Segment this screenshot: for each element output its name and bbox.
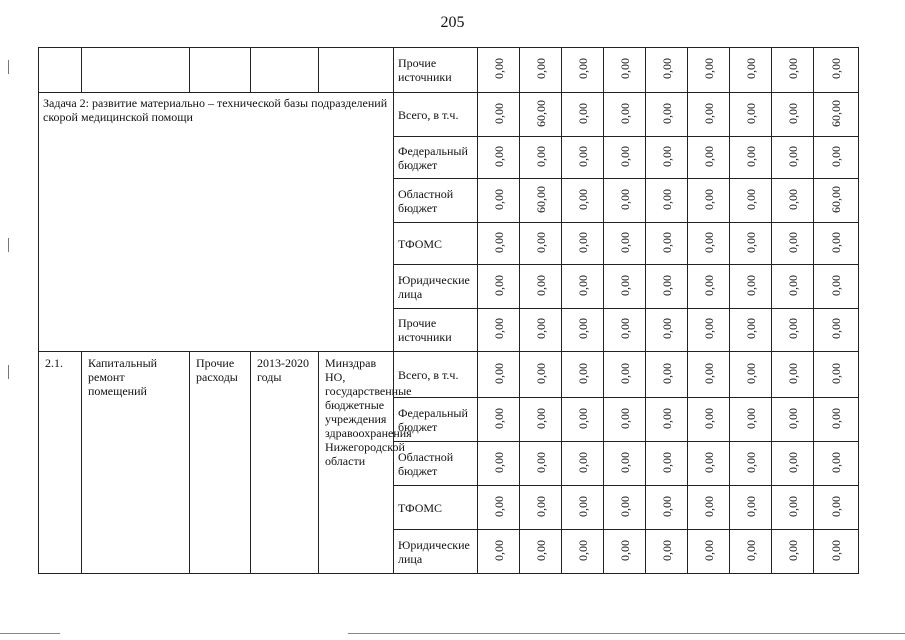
value-cell	[688, 309, 730, 352]
footer-line	[348, 633, 905, 634]
value-cell	[646, 530, 688, 574]
value-cell	[772, 530, 814, 574]
value-cell	[730, 48, 772, 93]
value-text: 0,00	[701, 231, 716, 253]
value-cell	[772, 309, 814, 352]
value-text: 0,00	[743, 451, 758, 473]
value-cell	[604, 265, 646, 309]
value-cell	[604, 137, 646, 179]
source-label: Областной бюджет	[394, 179, 478, 223]
value-text: 0,00	[491, 188, 506, 210]
value-cell	[772, 352, 814, 398]
value-cell	[562, 265, 604, 309]
value-cell	[562, 530, 604, 574]
value-text: 0,00	[617, 58, 632, 79]
value-text: 0,00	[617, 362, 632, 384]
value-cell	[814, 309, 859, 352]
value-cell	[730, 93, 772, 137]
value-cell	[478, 398, 520, 442]
value-cell	[772, 93, 814, 137]
value-cell	[562, 398, 604, 442]
value-text: 0,00	[491, 407, 506, 429]
value-text: 0,00	[575, 145, 590, 167]
value-cell	[730, 530, 772, 574]
value-text: 0,00	[491, 102, 506, 124]
value-text: 0,00	[829, 451, 843, 473]
task-title: Задача 2: развитие материально – технической базы подразделений скорой медицинской помощи	[43, 96, 388, 124]
value-cell	[562, 352, 604, 398]
value-cell	[604, 398, 646, 442]
value-cell	[562, 48, 604, 93]
value-cell	[646, 486, 688, 530]
value-text: 0,00	[743, 318, 758, 339]
value-cell	[688, 223, 730, 265]
value-text: 0,00	[617, 231, 632, 253]
value-cell	[688, 398, 730, 442]
value-cell	[562, 179, 604, 223]
value-text: 0,00	[785, 539, 800, 561]
value-text: 0,00	[617, 318, 632, 339]
value-text: 0,00	[701, 407, 716, 429]
value-text: 0,00	[829, 318, 843, 339]
value-text: 0,00	[829, 495, 843, 517]
source-label: ТФОМС	[394, 223, 478, 265]
value-cell	[478, 137, 520, 179]
value-text: 0,00	[829, 58, 843, 79]
value-cell	[814, 265, 859, 309]
value-text: 0,00	[575, 58, 590, 79]
value-text: 0,00	[659, 362, 674, 384]
value-text: 0,00	[743, 188, 758, 210]
value-cell	[562, 486, 604, 530]
empty-cell	[82, 48, 190, 93]
value-text: 0,00	[701, 495, 716, 517]
table-row	[39, 352, 859, 398]
value-cell	[562, 309, 604, 352]
value-text: 0,00	[659, 231, 674, 253]
value-cell	[604, 309, 646, 352]
value-cell	[814, 179, 859, 223]
value-text: 0,00	[785, 274, 800, 296]
value-cell	[604, 486, 646, 530]
source-label: Областной бюджет	[394, 442, 478, 486]
value-cell	[520, 223, 562, 265]
value-cell	[772, 486, 814, 530]
value-text: 0,00	[829, 539, 843, 561]
source-label: Прочие источники	[394, 309, 478, 352]
margin-mark	[8, 365, 9, 379]
value-text: 0,00	[785, 231, 800, 253]
value-cell	[688, 48, 730, 93]
value-cell	[478, 223, 520, 265]
value-text: 0,00	[829, 362, 843, 384]
value-text: 0,00	[575, 274, 590, 296]
value-cell	[478, 179, 520, 223]
value-cell	[562, 93, 604, 137]
value-text: 0,00	[533, 231, 548, 253]
value-text: 0,00	[491, 451, 506, 473]
value-cell	[772, 48, 814, 93]
value-cell	[478, 486, 520, 530]
task-cell	[39, 93, 394, 352]
value-text: 0,00	[533, 407, 548, 429]
value-text: 0,00	[575, 451, 590, 473]
value-cell	[604, 223, 646, 265]
value-cell	[478, 265, 520, 309]
source-label: Юридические лица	[394, 530, 478, 574]
value-cell	[646, 93, 688, 137]
value-cell	[562, 137, 604, 179]
value-cell	[478, 530, 520, 574]
item-period: 2013-2020 годы	[251, 352, 319, 574]
value-cell	[688, 530, 730, 574]
value-cell	[814, 93, 859, 137]
value-text: 0,00	[829, 407, 843, 429]
value-cell	[646, 398, 688, 442]
value-text: 0,00	[659, 539, 674, 561]
empty-cell	[39, 48, 82, 93]
value-text: 0,00	[533, 451, 548, 473]
budget-table	[38, 47, 859, 574]
value-text: 0,00	[533, 539, 548, 561]
value-text: 0,00	[785, 495, 800, 517]
value-text: 0,00	[533, 362, 548, 384]
value-text: 0,00	[617, 188, 632, 210]
value-text: 0,00	[659, 451, 674, 473]
value-text: 0,00	[743, 495, 758, 517]
value-cell	[688, 137, 730, 179]
source-label: Федеральный бюджет	[394, 137, 478, 179]
value-text: 0,00	[617, 145, 632, 167]
table-row	[39, 48, 859, 93]
value-cell	[520, 265, 562, 309]
value-cell	[646, 309, 688, 352]
value-text: 0,00	[701, 58, 716, 79]
margin-mark	[8, 60, 9, 74]
source-label: ТФОМС	[394, 486, 478, 530]
value-cell	[520, 137, 562, 179]
margin-mark	[8, 238, 9, 252]
value-text: 60,00	[533, 99, 548, 127]
value-cell	[520, 442, 562, 486]
value-text: 0,00	[659, 188, 674, 210]
value-text: 0,00	[701, 539, 716, 561]
source-label: Всего, в т.ч.	[394, 352, 478, 398]
value-text: 0,00	[659, 102, 674, 124]
value-text: 0,00	[491, 231, 506, 253]
empty-cell	[319, 48, 394, 93]
item-number: 2.1.	[39, 352, 82, 574]
value-cell	[814, 530, 859, 574]
value-text: 0,00	[617, 495, 632, 517]
item-name: Капитальный ремонт помещений	[82, 352, 190, 574]
value-text: 0,00	[785, 145, 800, 167]
item-expense-type: Прочие расходы	[190, 352, 251, 574]
value-text: 0,00	[701, 188, 716, 210]
source-label: Юридические лица	[394, 265, 478, 309]
value-text: 0,00	[659, 274, 674, 296]
value-cell	[772, 179, 814, 223]
page-number: 205	[440, 14, 465, 31]
value-cell	[688, 179, 730, 223]
value-text: 0,00	[617, 451, 632, 473]
value-text: 0,00	[785, 362, 800, 384]
value-cell	[646, 442, 688, 486]
value-text: 0,00	[785, 318, 800, 339]
value-text: 0,00	[743, 102, 758, 124]
value-text: 0,00	[617, 102, 632, 124]
value-cell	[520, 48, 562, 93]
value-text: 0,00	[575, 188, 590, 210]
value-cell	[688, 265, 730, 309]
value-cell	[478, 48, 520, 93]
value-cell	[814, 48, 859, 93]
value-text: 0,00	[785, 188, 800, 210]
value-cell	[520, 398, 562, 442]
value-text: 0,00	[659, 495, 674, 517]
value-cell	[730, 179, 772, 223]
value-text: 0,00	[701, 274, 716, 296]
value-cell	[520, 309, 562, 352]
value-cell	[730, 398, 772, 442]
value-text: 60,00	[533, 185, 548, 213]
value-text: 0,00	[743, 362, 758, 384]
value-text: 0,00	[701, 362, 716, 384]
value-text: 0,00	[533, 318, 548, 339]
value-text: 0,00	[659, 145, 674, 167]
value-text: 60,00	[829, 99, 843, 127]
value-cell	[478, 442, 520, 486]
value-text: 0,00	[701, 145, 716, 167]
value-text: 0,00	[617, 539, 632, 561]
value-cell	[814, 486, 859, 530]
value-cell	[478, 352, 520, 398]
value-text: 0,00	[575, 495, 590, 517]
value-cell	[604, 530, 646, 574]
value-text: 0,00	[785, 58, 800, 79]
value-cell	[604, 442, 646, 486]
value-text: 0,00	[533, 495, 548, 517]
value-cell	[730, 265, 772, 309]
value-cell	[646, 223, 688, 265]
value-cell	[604, 352, 646, 398]
value-text: 0,00	[829, 145, 843, 167]
value-text: 0,00	[533, 274, 548, 296]
value-cell	[520, 486, 562, 530]
value-cell	[772, 442, 814, 486]
value-cell	[562, 442, 604, 486]
value-text: 0,00	[743, 274, 758, 296]
value-cell	[730, 486, 772, 530]
value-cell	[688, 352, 730, 398]
value-cell	[688, 486, 730, 530]
value-text: 0,00	[659, 407, 674, 429]
value-cell	[520, 93, 562, 137]
value-text: 0,00	[743, 407, 758, 429]
source-label: Прочие источники	[394, 48, 478, 93]
value-cell	[730, 309, 772, 352]
value-text: 0,00	[829, 274, 843, 296]
value-text: 0,00	[659, 58, 674, 79]
value-text: 0,00	[575, 362, 590, 384]
value-cell	[688, 93, 730, 137]
value-cell	[646, 265, 688, 309]
value-cell	[562, 223, 604, 265]
item-executor: Минздрав НО, государственные бюджетные учреждения здравоохранения Нижегородской области	[319, 352, 394, 574]
value-cell	[772, 265, 814, 309]
value-text: 0,00	[491, 539, 506, 561]
value-text: 0,00	[743, 539, 758, 561]
value-cell	[646, 352, 688, 398]
value-cell	[814, 223, 859, 265]
table-row	[39, 93, 859, 137]
value-cell	[730, 442, 772, 486]
value-cell	[646, 48, 688, 93]
value-text: 0,00	[575, 407, 590, 429]
value-text: 0,00	[491, 274, 506, 296]
value-cell	[772, 137, 814, 179]
source-label: Всего, в т.ч.	[394, 93, 478, 137]
value-text: 0,00	[743, 58, 758, 79]
value-cell	[520, 530, 562, 574]
value-text: 0,00	[491, 318, 506, 339]
value-text: 0,00	[491, 495, 506, 517]
value-cell	[478, 309, 520, 352]
value-cell	[520, 179, 562, 223]
value-text: 0,00	[785, 407, 800, 429]
value-text: 0,00	[785, 102, 800, 124]
value-cell	[772, 223, 814, 265]
value-text: 60,00	[829, 185, 843, 213]
value-cell	[646, 179, 688, 223]
value-text: 0,00	[533, 145, 548, 167]
value-text: 0,00	[659, 318, 674, 339]
value-text: 0,00	[701, 451, 716, 473]
value-cell	[604, 179, 646, 223]
footer-line	[0, 633, 60, 634]
value-text: 0,00	[575, 231, 590, 253]
value-cell	[604, 48, 646, 93]
value-text: 0,00	[743, 145, 758, 167]
value-text: 0,00	[491, 58, 506, 79]
value-cell	[730, 352, 772, 398]
value-text: 0,00	[701, 318, 716, 339]
value-cell	[688, 442, 730, 486]
value-text: 0,00	[575, 318, 590, 339]
value-cell	[478, 93, 520, 137]
value-text: 0,00	[617, 274, 632, 296]
value-text: 0,00	[533, 58, 548, 79]
value-cell	[646, 137, 688, 179]
value-cell	[814, 352, 859, 398]
source-label: Федеральный бюджет	[394, 398, 478, 442]
value-cell	[814, 137, 859, 179]
empty-cell	[251, 48, 319, 93]
value-cell	[730, 223, 772, 265]
value-cell	[730, 137, 772, 179]
value-text: 0,00	[575, 539, 590, 561]
value-text: 0,00	[743, 231, 758, 253]
value-text: 0,00	[701, 102, 716, 124]
value-text: 0,00	[785, 451, 800, 473]
value-cell	[520, 352, 562, 398]
value-text: 0,00	[829, 231, 843, 253]
value-text: 0,00	[617, 407, 632, 429]
value-text: 0,00	[575, 102, 590, 124]
value-cell	[604, 93, 646, 137]
value-cell	[814, 442, 859, 486]
value-cell	[772, 398, 814, 442]
empty-cell	[190, 48, 251, 93]
value-cell	[814, 398, 859, 442]
value-text: 0,00	[491, 362, 506, 384]
value-text: 0,00	[491, 145, 506, 167]
